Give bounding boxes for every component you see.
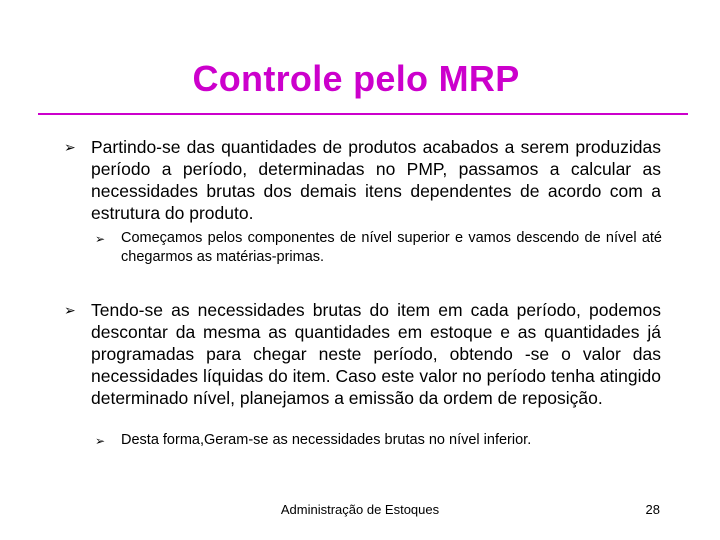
title-divider xyxy=(38,113,688,115)
footer-course-label: Administração de Estoques xyxy=(280,502,440,517)
slide-title: Controle pelo MRP xyxy=(192,58,520,99)
arrowhead-bullet-icon: ➢ xyxy=(95,434,106,448)
arrowhead-bullet-icon: ➢ xyxy=(64,302,76,318)
bullet-2-text: Tendo-se as necessidades brutas do item em cada período, podemos descontar da mesma as quantidades em estoque e as quantidades já programadas para chegar neste período, obtendo -se o valor das necessidades líquidas do item. Caso este valor no período tenha atingido determinado nível, planejamos a emissão da ordem de reposição. xyxy=(91,300,661,408)
bullet-1-text: Partindo-se das quantidades de produtos acabados a serem produzidas período a período, determinadas no PMP, passamos a calcular as necessidades brutas dos demais itens dependentes de acordo com a estrutura do produto. xyxy=(91,137,661,223)
page-number: 28 xyxy=(645,502,660,517)
arrowhead-bullet-icon: ➢ xyxy=(64,139,76,155)
arrowhead-bullet-icon: ➢ xyxy=(95,232,106,246)
bullet-2-sub-text: Desta forma,Geram-se as necessidades brutas no nível inferior. xyxy=(121,432,532,448)
bullet-1-sub-text: Começamos pelos componentes de nível superior e vamos descendo de nível até chegarmos as matérias-primas. xyxy=(121,230,662,265)
